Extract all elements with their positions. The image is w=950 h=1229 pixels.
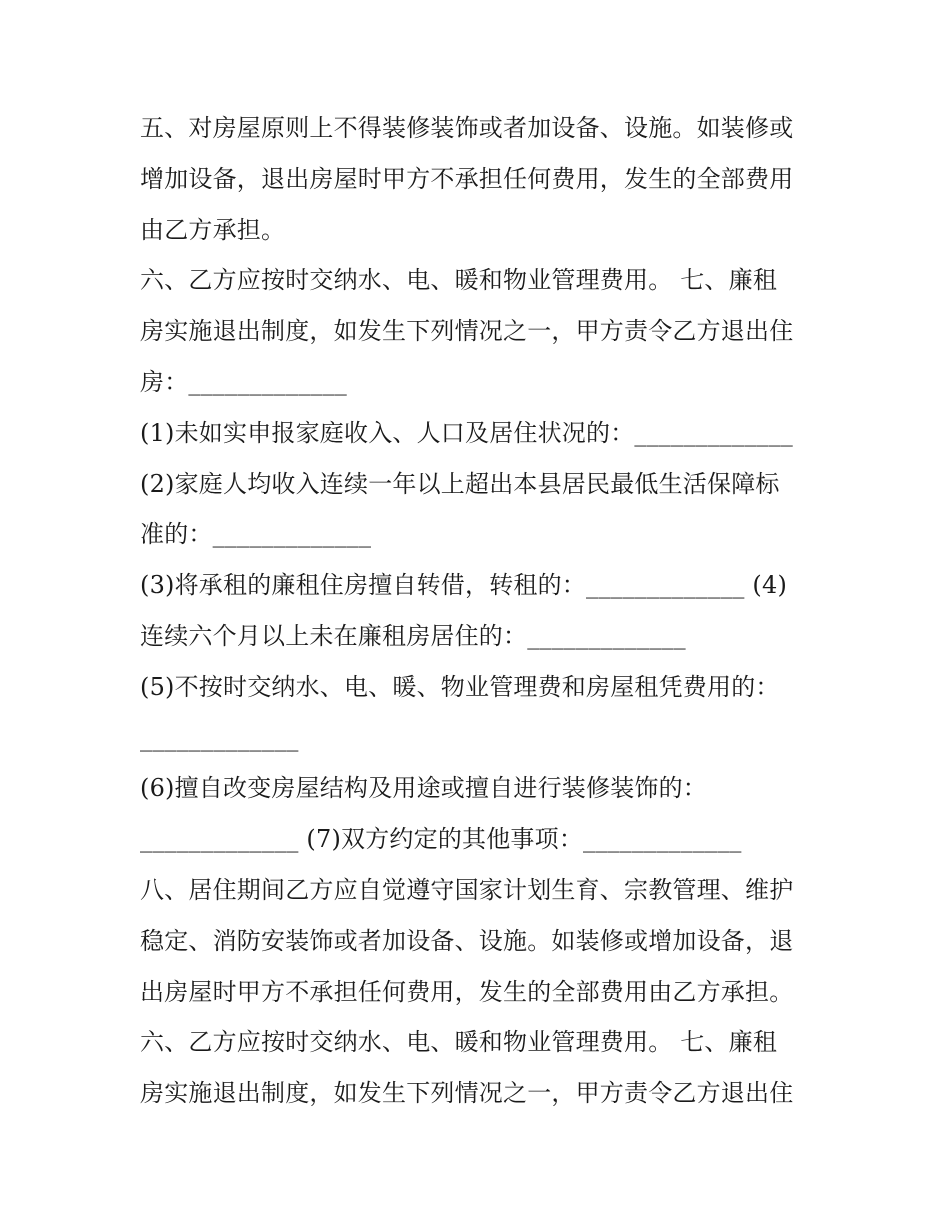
text-line: 八、居住期间乙方应自觉遵守国家计划生育、宗教管理、维护 — [140, 875, 794, 904]
text-line: 六、乙方应按时交纳水、电、暖和物业管理费用。 七、廉租 — [140, 1028, 778, 1057]
text-line: 出房屋时甲方不承担任何费用，发生的全部费用由乙方承担。 — [140, 977, 794, 1006]
text-line: 房：_____________ — [140, 367, 347, 396]
text-line: 稳定、消防安装饰或者加设备、设施。如装修或增加设备，退 — [140, 926, 794, 955]
text-line: (1)未如实申报家庭收入、人口及居住状况的：_____________ — [140, 418, 793, 447]
text-line: 五、对房屋原则上不得装修装饰或者加设备、设施。如装修或 — [140, 114, 794, 142]
text-line: (2)家庭人均收入连续一年以上超出本县居民最低生活保障标 — [140, 469, 780, 498]
text-line: (5)不按时交纳水、电、暖、物业管理费和房屋租凭费用的： — [140, 672, 780, 701]
text-line: _____________ (7)双方约定的其他事项：_____________ — [140, 825, 742, 854]
text-line: 连续六个月以上未在廉租房居住的：_____________ — [140, 621, 686, 650]
text-line: _____________ — [140, 723, 299, 752]
text-line: 准的：_____________ — [140, 520, 372, 549]
text-line: 房实施退出制度，如发生下列情况之一，甲方责令乙方退出住 — [140, 317, 794, 346]
text-line: (6)擅自改变房屋结构及用途或擅自进行装修装饰的： — [140, 774, 707, 803]
text-line: 六、乙方应按时交纳水、电、暖和物业管理费用。 七、廉租 — [140, 266, 778, 295]
text-line: 由乙方承担。 — [140, 215, 286, 244]
document-body — [140, 103, 820, 1119]
text-line: (3)将承租的廉租住房擅自转借，转租的：_____________ (4) — [140, 571, 788, 600]
text-line: 房实施退出制度，如发生下列情况之一，甲方责令乙方退出住 — [140, 1079, 794, 1108]
text-line: 增加设备，退出房屋时甲方不承担任何费用，发生的全部费用 — [140, 164, 794, 193]
